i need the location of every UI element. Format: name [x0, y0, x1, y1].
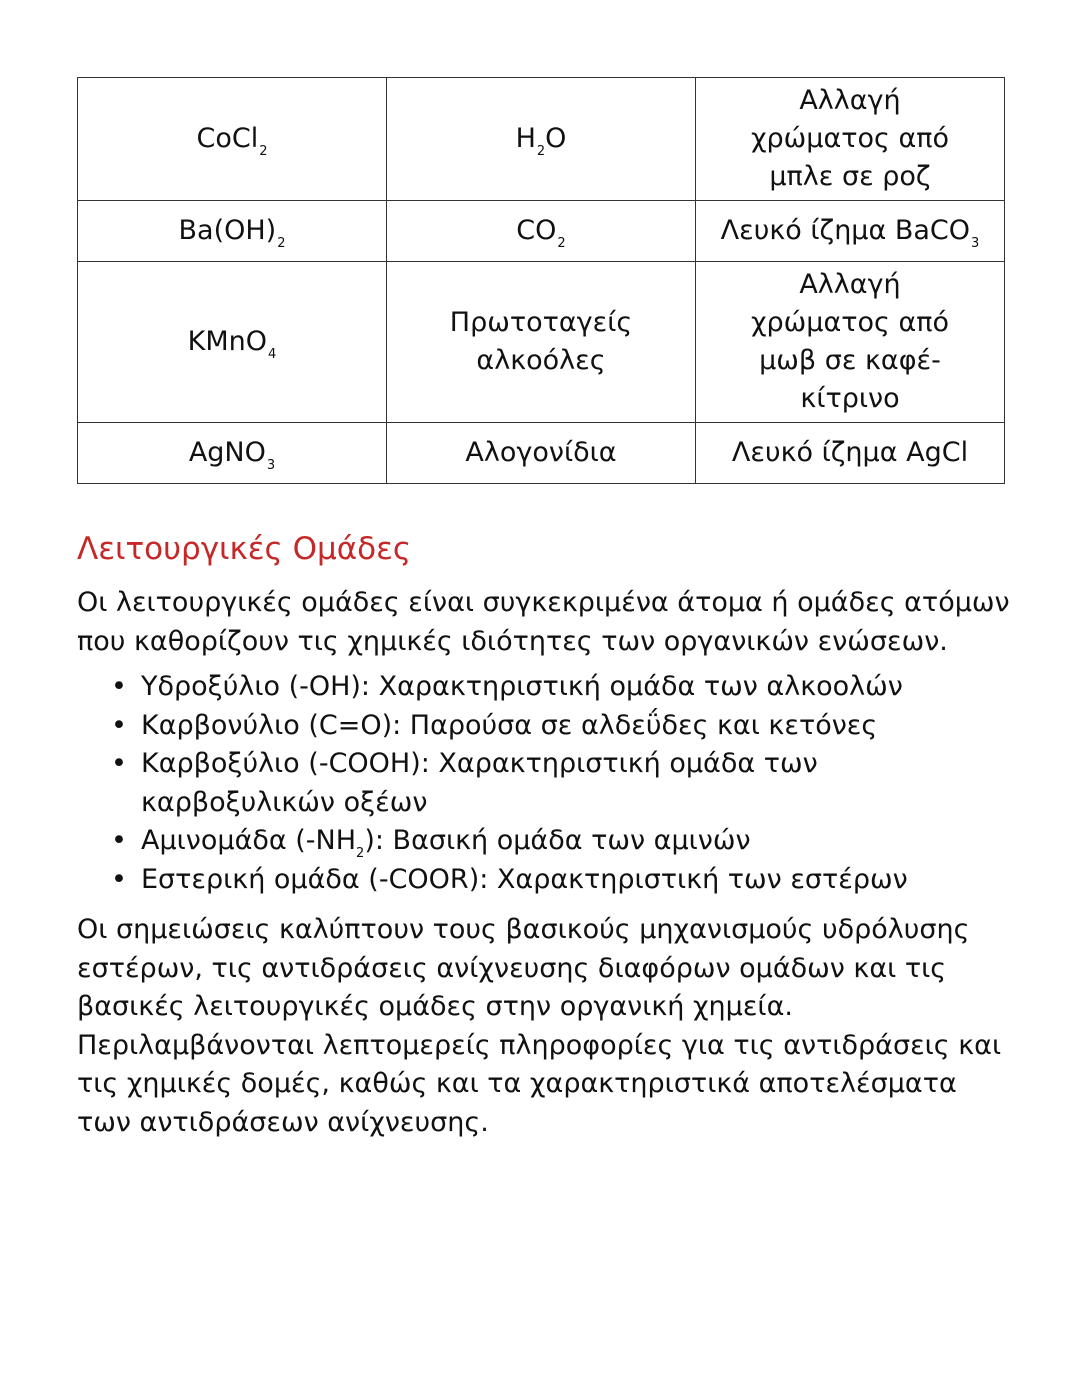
- detected-substance-cell: Αλογονίδια: [387, 423, 696, 484]
- result-cell: Λευκό ίζημα BaCO$_3$: [696, 201, 1005, 262]
- functional-groups-list: [77, 668, 977, 899]
- table-row: [78, 201, 1005, 262]
- detection-reagents-table: [77, 77, 1005, 484]
- result-cell: Αλλαγή χρώματος από μωβ σε καφέ-κίτρινο: [696, 262, 1005, 423]
- list-item: • Καρβοξύλιο (-COOH): Χαρακτηριστική ομάδα των καρβοξυλικών οξέων: [77, 745, 977, 822]
- reagent-cell: AgNO$_3$: [78, 423, 387, 484]
- result-cell: Αλλαγή χρώματος από μπλε σε ροζ: [696, 78, 1005, 201]
- summary-paragraph: Οι σημειώσεις καλύπτουν τους βασικούς μηχανισμούς υδρόλυσης εστέρων, τις αντιδράσεις ανίχνευσης διαφόρων ομάδων και τις βασικές λειτουργικές ομάδες στην οργανική χημεία. Περιλαμβάνονται λεπτομερείς πληροφορίες για τις αντιδράσεις και τις χημικές δομές, καθώς και τα χαρακτηριστικά αποτελέσματα των αντιδράσεων ανίχνευσης.: [77, 914, 1002, 1138]
- bullet-icon: •: [111, 863, 127, 895]
- table-row: [78, 423, 1005, 484]
- detected-substance-cell: $H_2O$: [387, 78, 696, 201]
- detected-substance-cell: Πρωτοταγείς αλκοόλες: [387, 262, 696, 423]
- section-heading: Λειτουργικές Ομάδες: [77, 531, 412, 567]
- detected-substance-cell: $CO_2$: [387, 201, 696, 262]
- bullet-icon: •: [111, 825, 127, 856]
- reagent-cell: $Ba(OH)_2$: [78, 201, 387, 262]
- list-item: • Καρβονύλιο (C=O): Παρούσα σε αλδεΰδες και κετόνες: [77, 707, 977, 746]
- result-cell: Λευκό ίζημα AgCl: [696, 423, 1005, 484]
- intro-paragraph: Οι λειτουργικές ομάδες είναι συγκεκριμένα άτομα ή ομάδες ατόμων που καθορίζουν τις χημικές ιδιότητες των οργανικών ενώσεων.: [77, 587, 1010, 657]
- bullet-icon: •: [111, 748, 127, 779]
- reagent-cell: KMnO$_4$: [78, 262, 387, 423]
- table-row: [78, 78, 1005, 201]
- list-item: • Εστερική ομάδα (-COOR): Χαρακτηριστική των εστέρων: [77, 861, 977, 900]
- reagent-cell: CoCl$_2$: [78, 78, 387, 201]
- bullet-icon: •: [111, 709, 127, 741]
- bullet-icon: •: [111, 671, 127, 702]
- list-item: • Υδροξύλιο (-OH): Χαρακτηριστική ομάδα των αλκοολών: [77, 668, 977, 707]
- table-row: [78, 262, 1005, 423]
- list-item: • Αμινομάδα $(-NH_2)$: Βασική ομάδα των αμινών: [77, 822, 977, 861]
